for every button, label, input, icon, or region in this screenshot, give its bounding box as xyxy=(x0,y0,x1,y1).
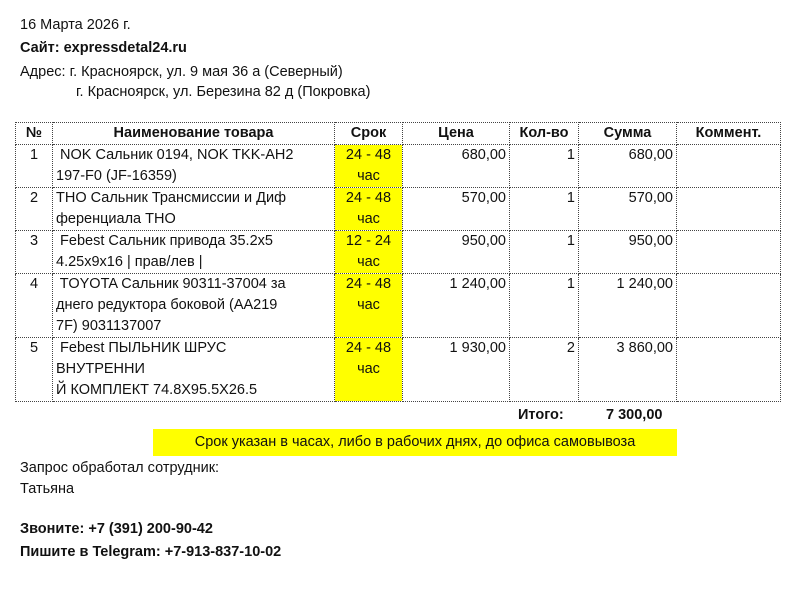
sum-value: 680,00 xyxy=(628,147,673,163)
cell-name xyxy=(53,274,335,338)
cell-sum xyxy=(579,338,677,402)
cell-comment xyxy=(677,188,781,231)
cell-qty xyxy=(510,188,579,231)
row-number: 3 xyxy=(29,233,39,249)
product-name-line: Й КОМПЛЕКТ 74.8X95.5X26.5 xyxy=(56,382,258,398)
price-value: 680,00 xyxy=(461,147,506,163)
cell-name xyxy=(53,145,335,188)
cell-qty xyxy=(510,338,579,402)
product-name-line: днего редуктора боковой (AA219 xyxy=(56,297,278,313)
delivery-term-line: час xyxy=(357,361,380,377)
header-qty: Кол-во xyxy=(510,123,579,145)
price-value: 1 930,00 xyxy=(449,340,506,356)
table-header-row xyxy=(16,123,781,145)
cell-qty xyxy=(510,145,579,188)
cell-comment xyxy=(677,231,781,274)
cell-comment xyxy=(677,274,781,338)
price-value: 950,00 xyxy=(461,233,506,249)
quantity-value: 2 xyxy=(566,340,575,356)
delivery-note: Срок указан в часах, либо в рабочих днях, до офиса самовывоза xyxy=(153,429,677,456)
sum-value: 3 860,00 xyxy=(616,340,673,356)
row-number: 4 xyxy=(29,276,39,292)
sum-value: 1 240,00 xyxy=(616,276,673,292)
price-value: 1 240,00 xyxy=(449,276,506,292)
address-line-2: г. Красноярск, ул. Березина 82 д (Покровка) xyxy=(76,84,371,100)
table-row xyxy=(16,338,781,402)
cell-name xyxy=(53,338,335,402)
sum-value: 570,00 xyxy=(628,190,673,206)
table-row xyxy=(16,145,781,188)
delivery-term-line: час xyxy=(357,211,380,227)
cell-sum xyxy=(579,231,677,274)
product-name-line: Febest Сальник привода 35.2x5 xyxy=(56,233,273,249)
cell-price xyxy=(403,188,510,231)
cell-comment xyxy=(677,338,781,402)
cell-term xyxy=(335,274,403,338)
cell-sum xyxy=(579,274,677,338)
quantity-value: 1 xyxy=(566,147,575,163)
request-employee-name: Татьяна xyxy=(20,481,75,497)
table-row xyxy=(16,231,781,274)
quantity-value: 1 xyxy=(566,190,575,206)
sum-value: 950,00 xyxy=(628,233,673,249)
quantity-value: 1 xyxy=(566,233,575,249)
cell-price xyxy=(403,274,510,338)
delivery-term-line: 12 - 24 xyxy=(345,233,392,249)
row-number: 5 xyxy=(29,340,39,356)
cell-comment xyxy=(677,145,781,188)
product-name-line: Febest ПЫЛЬНИК ШРУС xyxy=(56,340,227,356)
items-table xyxy=(15,122,781,402)
site-line: Сайт: expressdetal24.ru xyxy=(20,40,187,56)
cell-num xyxy=(16,145,53,188)
quantity-value: 1 xyxy=(566,276,575,292)
cell-sum xyxy=(579,188,677,231)
cell-price xyxy=(403,338,510,402)
delivery-term-line: 24 - 48 xyxy=(345,147,392,163)
cell-num xyxy=(16,338,53,402)
product-name-line: TOYOTA Сальник 90311-37004 за xyxy=(56,276,286,292)
header-term: Срок xyxy=(335,123,403,145)
row-number: 2 xyxy=(29,190,39,206)
cell-sum xyxy=(579,145,677,188)
cell-term xyxy=(335,231,403,274)
request-label: Запрос обработал сотрудник: xyxy=(20,460,220,476)
telegram-line: Пишите в Telegram: +7-913-837-10-02 xyxy=(20,544,282,560)
total-value: 7 300,00 xyxy=(606,407,663,423)
product-name-line: ференциала THO xyxy=(56,211,176,227)
table-row xyxy=(16,188,781,231)
table-row xyxy=(16,274,781,338)
product-name-line: ВНУТРЕННИ xyxy=(56,361,145,377)
header-name: Наименование товара xyxy=(53,123,335,145)
address-line-1: Адрес: г. Красноярск, ул. 9 мая 36 а (Северный) xyxy=(20,64,343,80)
cell-qty xyxy=(510,231,579,274)
cell-price xyxy=(403,231,510,274)
total-label: Итого: xyxy=(518,407,564,423)
product-name-line: 4.25x9x16 | прав/лев | xyxy=(56,254,203,270)
delivery-term-line: час xyxy=(357,297,380,313)
product-name-line: 7F) 9031137007 xyxy=(56,318,162,334)
phone-line: Звоните: +7 (391) 200-90-42 xyxy=(20,521,213,537)
cell-num xyxy=(16,274,53,338)
header-sum: Сумма xyxy=(579,123,677,145)
header-num: № xyxy=(16,123,53,145)
document-date: 16 Марта 2026 г. xyxy=(20,17,131,33)
row-number: 1 xyxy=(29,147,39,163)
cell-num xyxy=(16,188,53,231)
cell-term xyxy=(335,338,403,402)
cell-term xyxy=(335,188,403,231)
header-price: Цена xyxy=(403,123,510,145)
delivery-term-line: 24 - 48 xyxy=(345,190,392,206)
product-name-line: 197-F0 (JF-16359) xyxy=(56,168,177,184)
cell-name xyxy=(53,188,335,231)
delivery-term-line: 24 - 48 xyxy=(345,340,392,356)
delivery-term-line: 24 - 48 xyxy=(345,276,392,292)
cell-price xyxy=(403,145,510,188)
delivery-term-line: час xyxy=(357,168,380,184)
cell-term xyxy=(335,145,403,188)
cell-qty xyxy=(510,274,579,338)
cell-name xyxy=(53,231,335,274)
product-name-line: NOK Сальник 0194, NOK TKK-AH2 xyxy=(56,147,294,163)
cell-num xyxy=(16,231,53,274)
product-name-line: THO Сальник Трансмиссии и Диф xyxy=(56,190,287,206)
delivery-term-line: час xyxy=(357,254,380,270)
header-comment: Коммент. xyxy=(677,123,781,145)
price-value: 570,00 xyxy=(461,190,506,206)
